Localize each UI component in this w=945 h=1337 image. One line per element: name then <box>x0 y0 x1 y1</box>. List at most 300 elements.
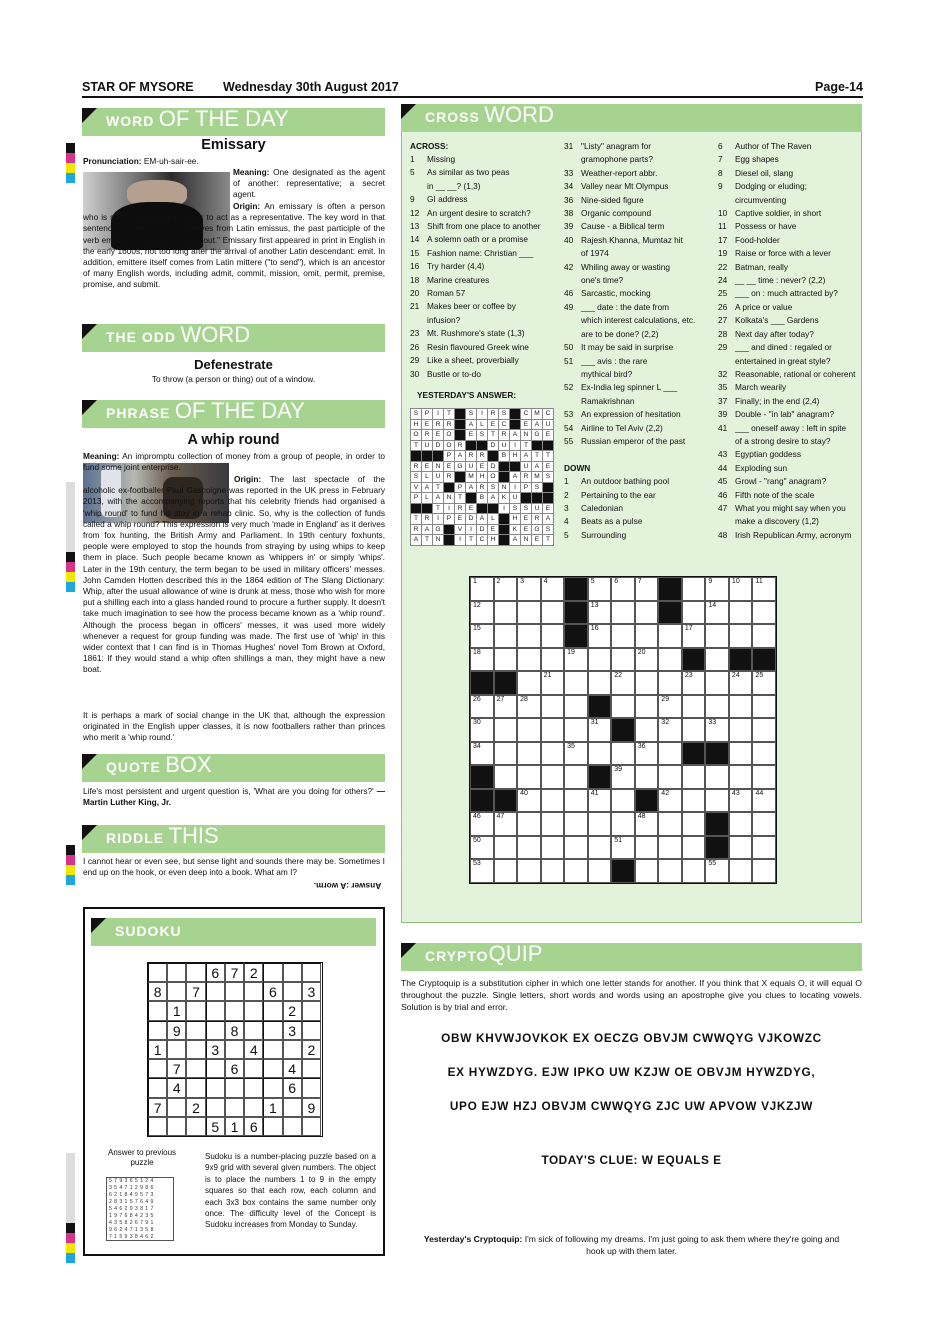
crossword-cell[interactable] <box>682 812 706 836</box>
sudoku-cell[interactable] <box>206 1001 225 1020</box>
black-square <box>752 648 776 672</box>
sudoku-given: 1 <box>148 1040 167 1059</box>
sudoku-cell[interactable] <box>186 963 205 982</box>
crossword-cell[interactable] <box>705 789 729 813</box>
answer-cell <box>422 503 433 514</box>
crossword-cell[interactable] <box>658 836 682 860</box>
cryptoquip-intro: The Cryptoquip is a substitution cipher in which one letter stands for another. If you think that X equals O, it will equal O throughout the puzzle. Single letters, short words and words using an apostrophe give you clues to locating vowels. Solution is by trial and error. <box>401 978 862 1012</box>
crossword-cell[interactable] <box>705 765 729 789</box>
crossword-grid[interactable] <box>469 576 777 884</box>
crossword-cell[interactable] <box>494 718 518 742</box>
crossword-cell[interactable] <box>705 648 729 672</box>
crossword-cell[interactable]: 34 <box>470 742 494 766</box>
crossword-cell[interactable] <box>517 836 541 860</box>
crossword-cell[interactable] <box>682 601 706 625</box>
black-square <box>588 695 612 719</box>
crossword-cell[interactable]: 25 <box>752 671 776 695</box>
answer-cell: U <box>532 503 543 514</box>
answer-cell: M <box>532 472 543 483</box>
crossword-cell[interactable] <box>541 836 565 860</box>
clue-item: gramophone parts? <box>581 154 653 165</box>
clue-item: in __ __? (1,3) <box>427 180 481 191</box>
crossword-cell[interactable]: 30 <box>470 718 494 742</box>
crossword-cell[interactable] <box>658 812 682 836</box>
answer-cell: E <box>521 514 532 525</box>
crossword-cell[interactable]: 48 <box>635 812 659 836</box>
answer-cell: A <box>488 493 499 504</box>
phrase-meaning: Meaning: An impromptu collection of money from a group of people, in order to fund some joint enterprise. <box>83 451 385 473</box>
crossword-cell[interactable] <box>564 765 588 789</box>
sudoku-banner: SUDOKU <box>91 918 376 946</box>
answer-cell: P <box>422 409 433 420</box>
crossword-cell[interactable] <box>611 789 635 813</box>
crossword-cell[interactable] <box>494 648 518 672</box>
sudoku-cell[interactable] <box>167 982 186 1001</box>
answer-cell <box>510 409 521 420</box>
answer-cell: S <box>488 482 499 493</box>
sudoku-cell[interactable] <box>263 1021 282 1040</box>
clue-item: 42 Whiling away or wasting <box>564 261 670 272</box>
crossword-cell[interactable] <box>635 671 659 695</box>
answer-cell: T <box>444 409 455 420</box>
crossword-cell[interactable]: 47 <box>494 812 518 836</box>
crossword-cell[interactable]: 2 <box>494 577 518 601</box>
answer-row: 715938462 <box>109 1234 156 1240</box>
crossword-cell[interactable] <box>541 789 565 813</box>
crossword-cell[interactable] <box>564 812 588 836</box>
sudoku-given: 7 <box>148 1098 167 1117</box>
crossword-cell[interactable] <box>729 859 753 883</box>
black-square <box>729 648 753 672</box>
crossword-cell[interactable] <box>729 836 753 860</box>
answer-cell: G <box>455 461 466 472</box>
sudoku-cell[interactable] <box>302 963 321 982</box>
crossword-cell[interactable] <box>658 624 682 648</box>
sudoku-cell[interactable] <box>167 1098 186 1117</box>
sudoku-given: 1 <box>167 1001 186 1020</box>
crossword-cell[interactable] <box>494 601 518 625</box>
crossword-cell[interactable] <box>752 742 776 766</box>
answer-row: 962471358 <box>109 1227 156 1233</box>
crossword-cell[interactable]: 53 <box>470 859 494 883</box>
crossword-cell[interactable] <box>494 836 518 860</box>
answer-cell <box>499 524 510 535</box>
crossword-cell[interactable] <box>729 742 753 766</box>
black-square <box>564 601 588 625</box>
sudoku-given: 2 <box>186 1098 205 1117</box>
answer-cell: A <box>510 535 521 546</box>
sudoku-cell[interactable] <box>206 1078 225 1097</box>
sudoku-cell[interactable] <box>225 1040 244 1059</box>
previous-answer-label: Answer to previous puzzle <box>107 1148 177 1167</box>
answer-cell: M <box>532 409 543 420</box>
crossword-cell[interactable] <box>517 765 541 789</box>
sudoku-given: 7 <box>167 1059 186 1078</box>
crossword-cell[interactable] <box>729 765 753 789</box>
crossword-cell[interactable] <box>541 648 565 672</box>
crossword-cell[interactable] <box>517 718 541 742</box>
sudoku-cell[interactable] <box>167 963 186 982</box>
black-square <box>564 577 588 601</box>
crossword-cell[interactable] <box>635 859 659 883</box>
sudoku-cell[interactable] <box>244 982 263 1001</box>
answer-cell: O <box>411 430 422 441</box>
crossword-cell[interactable] <box>564 789 588 813</box>
sudoku-description: Sudoku is a number-placing puzzle based on a 9x9 grid with several given numbers. The object is to place the numbers 1 to 9 in the empty squares so that each row, each column and each 3x3 box contains the same number only once. The difficulty level of the Concept is Sudoku increases from Monday to Sunday. <box>205 1152 376 1230</box>
phrase-banner: PHRASE OF THE DAY <box>82 400 385 428</box>
sudoku-given: 6 <box>283 1078 302 1097</box>
answer-cell: U <box>521 461 532 472</box>
sudoku-cell[interactable] <box>263 1059 282 1078</box>
answer-cell <box>455 409 466 420</box>
sudoku-cell[interactable] <box>302 1078 321 1097</box>
answer-cell <box>466 440 477 451</box>
crossword-cell[interactable] <box>494 742 518 766</box>
sudoku-cell[interactable] <box>263 1117 282 1136</box>
clue-item: 36 Nine-sided figure <box>564 194 644 205</box>
crossword-cell[interactable] <box>588 648 612 672</box>
crossword-cell[interactable]: 46 <box>470 812 494 836</box>
sudoku-cell[interactable] <box>283 982 302 1001</box>
crossword-cell[interactable] <box>682 577 706 601</box>
crossword-cell[interactable] <box>564 859 588 883</box>
clue-item: 18 Marine creatures <box>410 274 490 285</box>
crossword-cell[interactable] <box>658 648 682 672</box>
crossword-cell[interactable] <box>682 765 706 789</box>
crossword-cell[interactable] <box>564 671 588 695</box>
crossword-cell[interactable]: 26 <box>470 695 494 719</box>
crossword-cell[interactable]: 13 <box>588 601 612 625</box>
answer-cell: R <box>521 472 532 483</box>
crossword-cell[interactable] <box>682 718 706 742</box>
crossword-cell[interactable] <box>588 812 612 836</box>
crossword-cell[interactable] <box>494 765 518 789</box>
crossword-cell[interactable] <box>635 836 659 860</box>
crossword-cell[interactable] <box>564 695 588 719</box>
crossword-cell[interactable] <box>705 695 729 719</box>
sudoku-cell[interactable] <box>263 1001 282 1020</box>
crossword-cell[interactable] <box>752 718 776 742</box>
sudoku-cell[interactable] <box>206 1098 225 1117</box>
crossword-cell[interactable] <box>541 601 565 625</box>
crossword-cell[interactable]: 31 <box>588 718 612 742</box>
answer-cell <box>499 514 510 525</box>
crossword-cell[interactable] <box>635 765 659 789</box>
crossword-cell[interactable]: 12 <box>470 601 494 625</box>
crossword-cell[interactable]: 43 <box>729 789 753 813</box>
crossword-cell[interactable]: 50 <box>470 836 494 860</box>
sudoku-grid[interactable] <box>147 962 323 1137</box>
crossword-cell[interactable]: 6 <box>611 577 635 601</box>
page-header <box>82 78 863 98</box>
crossword-cell[interactable] <box>635 695 659 719</box>
crossword-cell[interactable] <box>658 765 682 789</box>
crossword-cell[interactable] <box>588 859 612 883</box>
crossword-cell[interactable]: 20 <box>635 648 659 672</box>
crossword-cell[interactable] <box>729 812 753 836</box>
crossword-cell[interactable]: 3 <box>517 577 541 601</box>
crossword-cell[interactable]: 11 <box>752 577 776 601</box>
answer-cell: T <box>411 440 422 451</box>
crossword-cell[interactable] <box>517 648 541 672</box>
crossword-cell[interactable] <box>517 671 541 695</box>
registration-marks <box>66 845 75 885</box>
crossword-cell[interactable] <box>541 624 565 648</box>
crossword-cell[interactable] <box>517 624 541 648</box>
crossword-cell[interactable] <box>705 624 729 648</box>
answer-cell: P <box>521 482 532 493</box>
answer-cell: U <box>510 493 521 504</box>
sudoku-cell[interactable] <box>225 1001 244 1020</box>
crossword-cell[interactable]: 17 <box>682 624 706 648</box>
sudoku-cell[interactable] <box>148 1117 167 1136</box>
answer-row: 354712986 <box>109 1185 156 1191</box>
sudoku-cell[interactable] <box>186 1021 205 1040</box>
crossword-cell[interactable]: 1 <box>470 577 494 601</box>
answer-cell: E <box>543 503 554 514</box>
clue-item: 38 Organic compound <box>564 208 652 219</box>
answer-cell: R <box>477 451 488 462</box>
answer-cell: S <box>510 503 521 514</box>
sudoku-cell[interactable] <box>148 1078 167 1097</box>
crossword-cell[interactable]: 39 <box>611 765 635 789</box>
crossword-cell[interactable] <box>752 601 776 625</box>
crossword-cell[interactable] <box>541 765 565 789</box>
answer-cell: I <box>433 514 444 525</box>
black-square <box>611 718 635 742</box>
crossword-cell[interactable] <box>682 695 706 719</box>
sudoku-given: 6 <box>263 982 282 1001</box>
answer-cell: D <box>488 440 499 451</box>
crossword-cell[interactable]: 18 <box>470 648 494 672</box>
crossword-cell[interactable] <box>541 718 565 742</box>
crossword-cell[interactable]: 44 <box>752 789 776 813</box>
crossword-cell[interactable]: 24 <box>729 671 753 695</box>
crossword-cell[interactable] <box>658 671 682 695</box>
crossword-cell[interactable] <box>729 718 753 742</box>
clue-item: 53 An expression of hesitation <box>564 409 681 420</box>
clue-item: mythical bird? <box>581 368 633 379</box>
sudoku-cell[interactable] <box>244 1078 263 1097</box>
crossword-cell[interactable] <box>588 742 612 766</box>
crossword-cell[interactable] <box>658 859 682 883</box>
crossword-cell[interactable]: 35 <box>564 742 588 766</box>
crossword-cell[interactable] <box>611 695 635 719</box>
crossword-cell[interactable] <box>494 624 518 648</box>
crossword-cell[interactable] <box>611 742 635 766</box>
sudoku-cell[interactable] <box>302 1059 321 1078</box>
answer-cell: V <box>411 482 422 493</box>
clue-item: 3 Caledonian <box>564 502 623 513</box>
answer-cell: R <box>444 419 455 430</box>
answer-cell: E <box>455 514 466 525</box>
crossword-cell[interactable] <box>611 648 635 672</box>
answer-cell: R <box>488 409 499 420</box>
crossword-cell[interactable] <box>611 812 635 836</box>
sudoku-cell[interactable] <box>206 1059 225 1078</box>
crossword-cell[interactable]: 42 <box>658 789 682 813</box>
sudoku-cell[interactable] <box>206 1021 225 1040</box>
answer-cell: R <box>411 461 422 472</box>
answer-cell: I <box>477 409 488 420</box>
sudoku-cell[interactable] <box>244 1059 263 1078</box>
crossword-cell[interactable]: 10 <box>729 577 753 601</box>
sudoku-cell[interactable] <box>148 1059 167 1078</box>
crossword-cell[interactable] <box>682 789 706 813</box>
crossword-cell[interactable]: 40 <box>517 789 541 813</box>
previous-sudoku-answer <box>106 1177 174 1241</box>
crossword-cell[interactable]: 4 <box>541 577 565 601</box>
crossword-cell[interactable] <box>494 859 518 883</box>
crossword-cell[interactable] <box>541 859 565 883</box>
answer-cell: T <box>455 493 466 504</box>
sudoku-cell[interactable] <box>302 1117 321 1136</box>
sudoku-cell[interactable] <box>148 963 167 982</box>
black-square <box>611 859 635 883</box>
sudoku-cell[interactable] <box>263 963 282 982</box>
sudoku-cell[interactable] <box>206 982 225 1001</box>
crossword-cell[interactable]: 9 <box>705 577 729 601</box>
odd-word-banner: THE ODD WORD <box>82 324 385 352</box>
sudoku-cell[interactable] <box>283 963 302 982</box>
riddle-answer: Answer :A worm. <box>313 881 382 892</box>
answer-cell: N <box>521 430 532 441</box>
answer-cell <box>499 461 510 472</box>
crossword-cell[interactable] <box>517 742 541 766</box>
crossword-cell[interactable]: 7 <box>635 577 659 601</box>
sudoku-cell[interactable] <box>167 1040 186 1059</box>
crossword-cell[interactable] <box>752 695 776 719</box>
odd-word-definition: To throw (a person or thing) out of a window. <box>151 374 316 384</box>
answer-cell: A <box>532 419 543 430</box>
answer-cell: E <box>532 535 543 546</box>
crossword-cell[interactable] <box>611 624 635 648</box>
crossword-cell[interactable]: 55 <box>705 859 729 883</box>
crossword-cell[interactable] <box>752 859 776 883</box>
crossword-cell[interactable] <box>729 601 753 625</box>
sudoku-cell[interactable] <box>263 1040 282 1059</box>
crossword-cell[interactable]: 29 <box>658 695 682 719</box>
crossword-cell[interactable] <box>541 695 565 719</box>
crossword-cell[interactable] <box>752 624 776 648</box>
crossword-cell[interactable] <box>517 812 541 836</box>
clue-item: 11 Possess or have <box>718 221 797 232</box>
crossword-cell[interactable]: 27 <box>494 695 518 719</box>
crossword-cell[interactable]: 15 <box>470 624 494 648</box>
crossword-cell[interactable] <box>541 742 565 766</box>
crossword-cell[interactable]: 19 <box>564 648 588 672</box>
sudoku-cell[interactable] <box>302 1001 321 1020</box>
crossword-cell[interactable] <box>705 671 729 695</box>
crossword-cell[interactable] <box>564 718 588 742</box>
answer-cell: E <box>422 461 433 472</box>
crossword-cell[interactable]: 33 <box>705 718 729 742</box>
clue-item: 13 Shift from one place to another <box>410 221 541 232</box>
crossword-cell[interactable] <box>729 695 753 719</box>
crossword-cell[interactable]: 21 <box>541 671 565 695</box>
black-square <box>588 765 612 789</box>
answer-cell: H <box>477 472 488 483</box>
sudoku-cell[interactable] <box>244 1098 263 1117</box>
crossword-cell[interactable] <box>517 601 541 625</box>
crossword-cell[interactable] <box>541 812 565 836</box>
sudoku-cell[interactable] <box>186 1001 205 1020</box>
answer-cell: E <box>488 419 499 430</box>
sudoku-cell[interactable] <box>244 1021 263 1040</box>
sudoku-cell[interactable] <box>244 1001 263 1020</box>
crossword-cell[interactable] <box>658 742 682 766</box>
crossword-cell[interactable] <box>588 836 612 860</box>
sudoku-cell[interactable] <box>167 1117 186 1136</box>
crossword-cell[interactable] <box>682 836 706 860</box>
clue-item: 45 Growl - "rang" anagram? <box>718 476 827 487</box>
crossword-cell[interactable] <box>682 859 706 883</box>
crossword-cell[interactable] <box>564 836 588 860</box>
sudoku-given: 9 <box>302 1098 321 1117</box>
crossword-cell[interactable]: 36 <box>635 742 659 766</box>
clue-item: which interest calculations, etc. <box>581 315 696 326</box>
crossword-cell[interactable]: 32 <box>658 718 682 742</box>
crossword-cell[interactable]: 5 <box>588 577 612 601</box>
crossword-cell[interactable] <box>635 718 659 742</box>
sudoku-cell[interactable] <box>283 1117 302 1136</box>
sudoku-cell[interactable] <box>225 1098 244 1117</box>
sudoku-cell[interactable] <box>283 1040 302 1059</box>
clue-item: DOWN <box>564 462 591 473</box>
crossword-banner: CROSS WORD <box>401 104 862 132</box>
crossword-cell[interactable]: 51 <box>611 836 635 860</box>
crossword-cell[interactable]: 28 <box>517 695 541 719</box>
answer-cell: T <box>433 503 444 514</box>
crossword-cell[interactable] <box>517 859 541 883</box>
answer-cell: E <box>488 524 499 535</box>
crossword-cell[interactable] <box>635 624 659 648</box>
crossword-cell[interactable]: 23 <box>682 671 706 695</box>
sudoku-cell[interactable] <box>263 1078 282 1097</box>
sudoku-cell[interactable] <box>225 982 244 1001</box>
sudoku-cell[interactable] <box>148 1001 167 1020</box>
crossword-cell[interactable]: 14 <box>705 601 729 625</box>
answer-cell: U <box>422 440 433 451</box>
crossword-cell[interactable] <box>752 836 776 860</box>
sudoku-cell[interactable] <box>186 1059 205 1078</box>
crossword-cell[interactable] <box>611 601 635 625</box>
sudoku-given: 2 <box>283 1001 302 1020</box>
clue-item: 51 ___ avis : the rare <box>564 355 648 366</box>
word-origin: Origin: An emissary is often a person who is sent somewhere in order to act as a representative. The key word in that sentence is sent; emissary derives from Latin emissus, the past participle of the verb emittere, meaning "to send out." Emissary first appeared in print in English in the early 1600s, not too long after the arrival of another Latin descendant: emit. In addition, emittere itself comes from Latin mittere ("to send"), which is an ancestor of many English words, including admit, commit, mission, omit, permit, premise, promise, and submit. <box>83 201 385 290</box>
crossword-cell[interactable] <box>752 765 776 789</box>
crossword-cell[interactable] <box>588 671 612 695</box>
crossword-cell[interactable] <box>729 624 753 648</box>
crossword-cell[interactable]: 41 <box>588 789 612 813</box>
sudoku-cell[interactable] <box>186 1040 205 1059</box>
sudoku-cell[interactable] <box>302 1021 321 1040</box>
crossword-cell[interactable]: 16 <box>588 624 612 648</box>
crossword-cell[interactable] <box>635 601 659 625</box>
sudoku-cell[interactable] <box>225 1078 244 1097</box>
answer-cell: P <box>444 451 455 462</box>
sudoku-cell[interactable] <box>283 1098 302 1117</box>
clue-item <box>564 448 695 461</box>
crossword-cell[interactable] <box>752 812 776 836</box>
answer-cell: S <box>543 472 554 483</box>
sudoku-cell[interactable] <box>186 1117 205 1136</box>
answer-cell: S <box>411 409 422 420</box>
clue-item: 17 Food-holder <box>718 234 780 245</box>
crossword-cell[interactable]: 22 <box>611 671 635 695</box>
sudoku-cell[interactable] <box>186 1078 205 1097</box>
sudoku-cell[interactable] <box>148 1021 167 1040</box>
